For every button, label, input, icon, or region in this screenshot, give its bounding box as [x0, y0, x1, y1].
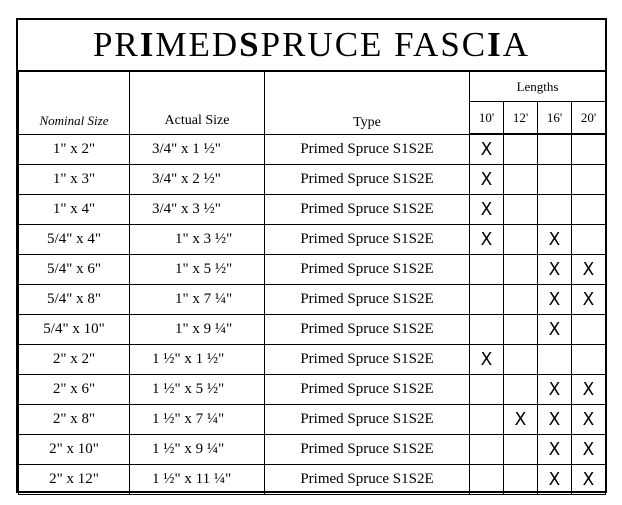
length-availability-cell [504, 255, 538, 285]
header-nominal-size: Nominal Size [19, 72, 130, 135]
table-row [19, 345, 606, 375]
length-availability-cell [538, 225, 572, 255]
length-availability-cell [538, 465, 572, 495]
length-availability-cell [538, 134, 572, 165]
availability-mark: X [582, 259, 595, 280]
header-length-20: 20' [572, 102, 606, 135]
fascia-table [18, 71, 606, 495]
length-availability-cell [538, 435, 572, 465]
length-availability-cell [538, 165, 572, 195]
length-availability-cell [504, 375, 538, 405]
length-availability-cell [538, 285, 572, 315]
availability-mark: X [548, 289, 561, 310]
availability-mark: X [582, 379, 595, 400]
length-availability-cell [470, 465, 504, 495]
availability-mark: X [582, 469, 595, 490]
actual-size-cell: 1" x 5 ½" [130, 255, 265, 285]
header-length-10: 10' [470, 102, 504, 135]
actual-size-cell: 1" x 3 ½" [130, 225, 265, 255]
length-availability-cell [538, 345, 572, 375]
header-type: Type [265, 72, 470, 135]
nominal-size-cell: 5/4" x 10" [19, 315, 130, 345]
availability-mark: X [480, 229, 493, 250]
table-row [19, 225, 606, 255]
header-length-16: 16' [538, 102, 572, 135]
type-cell: Primed Spruce S1S2E [265, 165, 470, 195]
length-availability-cell [504, 405, 538, 435]
type-cell: Primed Spruce S1S2E [265, 225, 470, 255]
availability-mark: X [480, 349, 493, 370]
actual-size-cell: 1 ½" x 5 ½" [130, 375, 265, 405]
header-length-12: 12' [504, 102, 538, 135]
type-cell: Primed Spruce S1S2E [265, 285, 470, 315]
length-availability-cell [538, 315, 572, 345]
actual-size-cell: 3/4" x 2 ½" [130, 165, 265, 195]
nominal-size-cell: 1" x 3" [19, 165, 130, 195]
actual-size-cell: 1 ½" x 9 ¼" [130, 435, 265, 465]
length-availability-cell [470, 435, 504, 465]
nominal-size-cell: 5/4" x 4" [19, 225, 130, 255]
length-availability-cell [470, 405, 504, 435]
availability-mark: X [548, 259, 561, 280]
nominal-size-cell: 1" x 2" [19, 134, 130, 165]
length-availability-cell [572, 225, 606, 255]
availability-mark: X [480, 169, 493, 190]
length-availability-cell [470, 255, 504, 285]
length-availability-cell [572, 375, 606, 405]
type-cell: Primed Spruce S1S2E [265, 435, 470, 465]
type-cell: Primed Spruce S1S2E [265, 375, 470, 405]
length-availability-cell [504, 195, 538, 225]
table-row [19, 165, 606, 195]
nominal-size-cell: 2" x 2" [19, 345, 130, 375]
table-row [19, 465, 606, 495]
availability-mark: X [582, 289, 595, 310]
type-cell: Primed Spruce S1S2E [265, 315, 470, 345]
actual-size-cell: 3/4" x 1 ½" [130, 134, 265, 165]
length-availability-cell [470, 375, 504, 405]
length-availability-cell [572, 435, 606, 465]
length-availability-cell [572, 315, 606, 345]
table-row [19, 285, 606, 315]
table-row [19, 435, 606, 465]
length-availability-cell [470, 285, 504, 315]
length-availability-cell [504, 315, 538, 345]
actual-size-cell: 1 ½" x 7 ¼" [130, 405, 265, 435]
type-cell: Primed Spruce S1S2E [265, 345, 470, 375]
type-cell: Primed Spruce S1S2E [265, 134, 470, 165]
type-cell: Primed Spruce S1S2E [265, 465, 470, 495]
availability-mark: X [582, 409, 595, 430]
length-availability-cell [572, 465, 606, 495]
length-availability-cell [572, 134, 606, 165]
length-availability-cell [572, 195, 606, 225]
actual-size-cell: 1" x 7 ¼" [130, 285, 265, 315]
length-availability-cell [470, 345, 504, 375]
title-part: A [502, 25, 531, 64]
title-part-bold: I [487, 25, 503, 64]
length-availability-cell [572, 345, 606, 375]
actual-size-cell: 1" x 9 ¼" [130, 315, 265, 345]
page-title [18, 20, 605, 72]
availability-mark: X [548, 409, 561, 430]
length-availability-cell [572, 405, 606, 435]
length-availability-cell [470, 225, 504, 255]
availability-mark: X [548, 439, 561, 460]
length-availability-cell [572, 285, 606, 315]
nominal-size-cell: 2" x 6" [19, 375, 130, 405]
availability-mark: X [548, 469, 561, 490]
availability-mark: X [480, 199, 493, 220]
nominal-size-cell: 2" x 8" [19, 405, 130, 435]
title-part: PR [92, 25, 140, 64]
nominal-size-cell: 2" x 12" [19, 465, 130, 495]
length-availability-cell [572, 255, 606, 285]
length-availability-cell [504, 345, 538, 375]
nominal-size-cell: 1" x 4" [19, 195, 130, 225]
title-part: MED [155, 25, 240, 64]
length-availability-cell [538, 255, 572, 285]
availability-mark: X [480, 139, 493, 160]
length-availability-cell [504, 225, 538, 255]
availability-mark: X [548, 319, 561, 340]
nominal-size-cell: 5/4" x 8" [19, 285, 130, 315]
length-availability-cell [504, 165, 538, 195]
availability-mark: X [514, 409, 527, 430]
type-cell: Primed Spruce S1S2E [265, 255, 470, 285]
table-row [19, 315, 606, 345]
actual-size-cell: 1 ½" x 11 ¼" [130, 465, 265, 495]
length-availability-cell [538, 375, 572, 405]
header-actual-size: Actual Size [130, 72, 265, 135]
availability-mark: X [548, 379, 561, 400]
length-availability-cell [470, 165, 504, 195]
length-availability-cell [504, 465, 538, 495]
length-availability-cell [504, 435, 538, 465]
title-part: PRUCE FASC [260, 25, 488, 64]
fascia-table-frame [16, 18, 607, 493]
nominal-size-cell: 2" x 10" [19, 435, 130, 465]
availability-mark: X [582, 439, 595, 460]
type-cell: Primed Spruce S1S2E [265, 195, 470, 225]
title-part-bold: S [239, 25, 261, 64]
length-availability-cell [572, 165, 606, 195]
nominal-size-cell: 5/4" x 6" [19, 255, 130, 285]
length-availability-cell [504, 285, 538, 315]
length-availability-cell [470, 195, 504, 225]
length-availability-cell [538, 195, 572, 225]
table-row [19, 195, 606, 225]
table-row [19, 134, 606, 165]
header-lengths: Lengths [470, 72, 606, 102]
title-part-bold: I [139, 25, 156, 64]
table-row [19, 375, 606, 405]
table-body [19, 134, 606, 495]
length-availability-cell [538, 405, 572, 435]
length-availability-cell [504, 134, 538, 165]
length-availability-cell [470, 315, 504, 345]
table-row [19, 405, 606, 435]
actual-size-cell: 3/4" x 3 ½" [130, 195, 265, 225]
length-availability-cell [470, 134, 504, 165]
actual-size-cell: 1 ½" x 1 ½" [130, 345, 265, 375]
type-cell: Primed Spruce S1S2E [265, 405, 470, 435]
availability-mark: X [548, 229, 561, 250]
table-row [19, 255, 606, 285]
